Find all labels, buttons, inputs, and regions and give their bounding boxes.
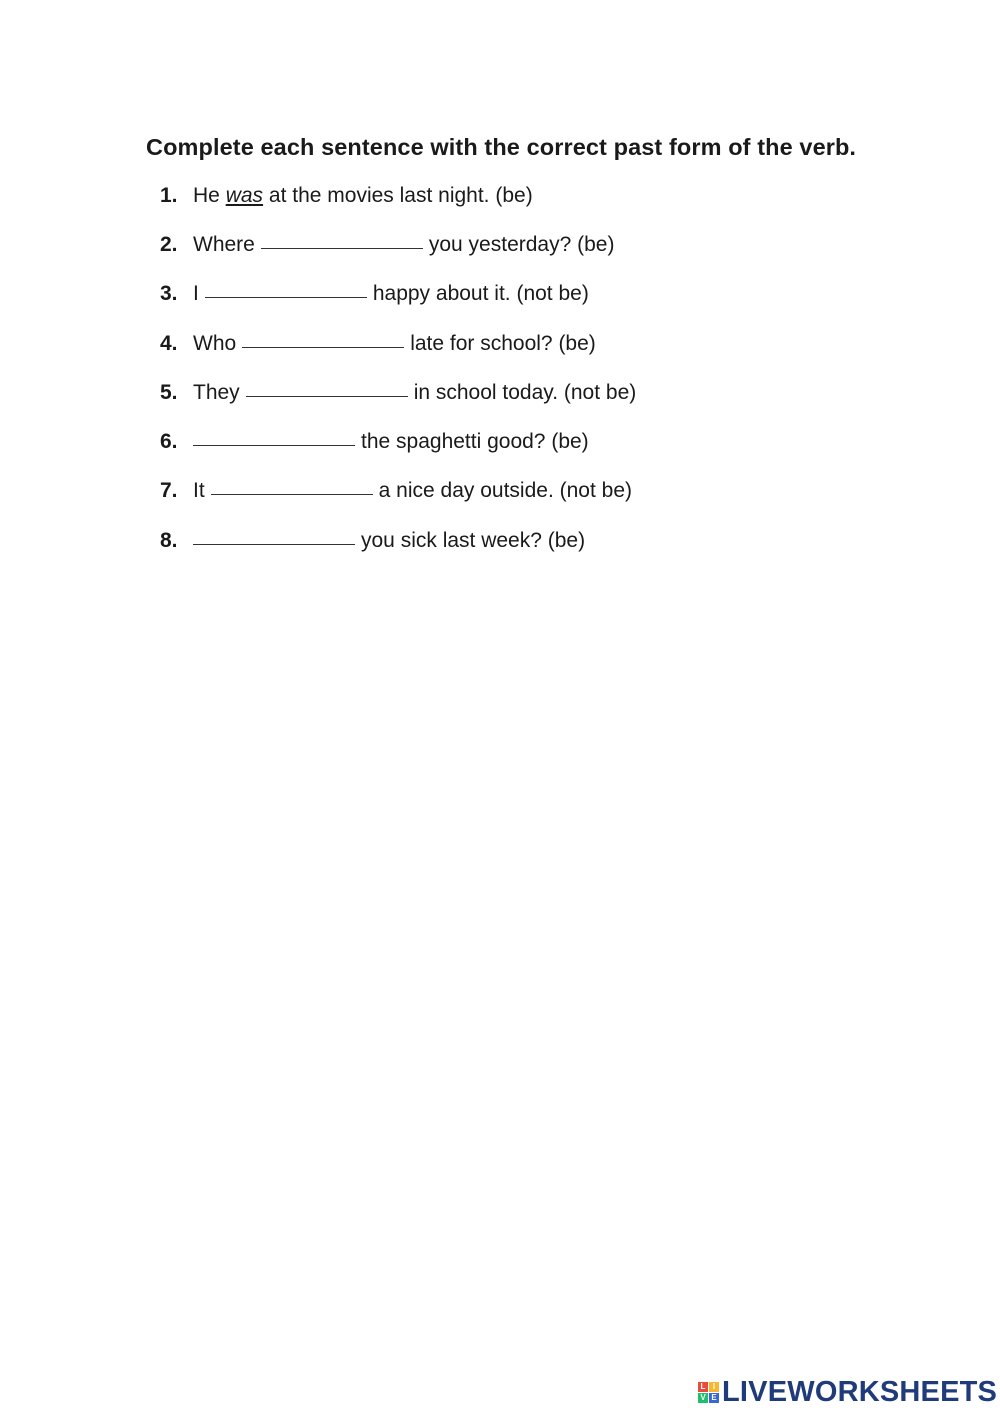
logo-tile: I (709, 1382, 719, 1392)
answer-blank-5[interactable] (246, 395, 408, 397)
answer-blank-3[interactable] (205, 296, 367, 298)
exercise-item-3 (160, 282, 589, 312)
item-text-after: in school today. (not be) (413, 381, 637, 404)
item-number: 1. (160, 184, 178, 207)
logo-mark-icon (698, 1382, 719, 1403)
item-text-after: late for school? (be) (410, 332, 596, 355)
exercise-item-1 (160, 184, 533, 214)
exercise-item-8 (160, 529, 585, 559)
item-text-before: Who (193, 332, 237, 355)
item-number: 3. (160, 282, 178, 305)
item-text-before: Where (193, 233, 255, 256)
exercise-item-6 (160, 430, 589, 460)
logo-tile: V (698, 1393, 708, 1403)
item-number: 5. (160, 381, 178, 404)
item-text-before: It (193, 479, 205, 502)
liveworksheets-logo (698, 1374, 997, 1410)
logo-tile: L (698, 1382, 708, 1392)
example-answer: was (225, 184, 264, 207)
item-number: 6. (160, 430, 178, 453)
item-text-after: at the movies last night. (be) (268, 184, 533, 207)
logo-tile: E (709, 1393, 719, 1403)
exercise-item-5 (160, 381, 636, 411)
item-number: 4. (160, 332, 178, 355)
item-text-after: happy about it. (not be) (372, 282, 589, 305)
item-text-after: you yesterday? (be) (428, 233, 615, 256)
item-number: 2. (160, 233, 178, 256)
answer-blank-8[interactable] (193, 543, 355, 545)
exercise-item-4 (160, 332, 596, 362)
item-number: 7. (160, 479, 178, 502)
item-text-after: you sick last week? (be) (361, 529, 586, 552)
logo-text: LIVEWORKSHEETS (722, 1375, 998, 1408)
item-text-before: I (193, 282, 199, 305)
item-text-after: a nice day outside. (not be) (378, 479, 632, 502)
instruction-heading: Complete each sentence with the correct past form of the verb. (146, 134, 857, 160)
answer-blank-6[interactable] (193, 444, 355, 446)
item-text-after: the spaghetti good? (be) (361, 430, 589, 453)
item-text-before: He (193, 184, 220, 207)
exercise-item-2 (160, 233, 614, 263)
answer-blank-2[interactable] (261, 247, 423, 249)
item-number: 8. (160, 529, 178, 552)
answer-blank-4[interactable] (242, 346, 404, 348)
answer-blank-7[interactable] (211, 493, 373, 495)
item-text-before: They (193, 381, 240, 404)
exercise-item-7 (160, 479, 632, 509)
